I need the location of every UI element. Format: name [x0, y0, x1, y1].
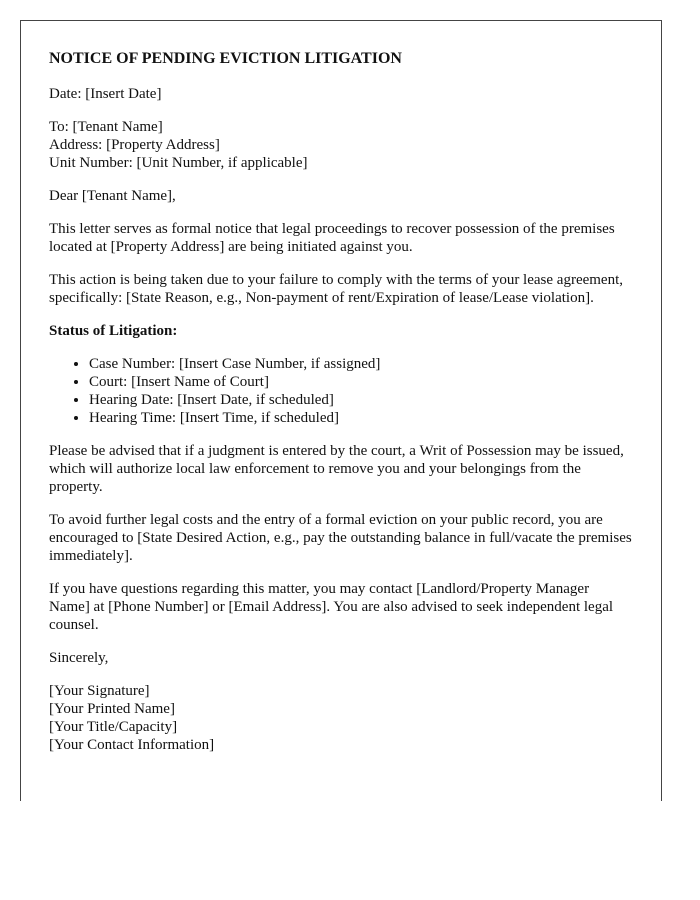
- intro-paragraph: This letter serves as formal notice that legal proceedings to recover possession of the premises located at [Property Address] are being initiated against you.: [49, 221, 615, 255]
- recipient-address: Address: [Property Address]: [49, 137, 220, 153]
- contact-information: [Your Contact Information]: [49, 737, 215, 753]
- recipient-unit: Unit Number: [Unit Number, if applicable]: [49, 155, 308, 171]
- list-item: • Hearing Time: [Insert Time, if scheduled]: [89, 409, 633, 427]
- judgment-paragraph: Please be advised that if a judgment is entered by the court, a Writ of Possession may be issued, which will authorize local law enforcement to remove you and your belongings from the property.: [49, 443, 624, 495]
- status-list: [49, 355, 633, 427]
- signature-line: [Your Signature]: [49, 683, 150, 699]
- list-item: • Case Number: [Insert Case Number, if assigned]: [89, 355, 633, 373]
- contact-paragraph: If you have questions regarding this matter, you may contact [Landlord/Property Manager Name] at [Phone Number] or [Email Address]. You are also advised to seek independent legal counsel.: [49, 581, 614, 633]
- list-item: • Hearing Date: [Insert Date, if scheduled]: [89, 391, 633, 409]
- salutation: Dear [Tenant Name],: [49, 188, 176, 204]
- printed-name: [Your Printed Name]: [49, 701, 175, 717]
- recipient-to: To: [Tenant Name]: [49, 119, 163, 135]
- list-item: • Court: [Insert Name of Court]: [89, 373, 633, 391]
- reason-paragraph: This action is being taken due to your failure to comply with the terms of your lease agreement, specifically: [State Reason, e.g., Non-payment of rent/Expiration of lease/Lease violation].: [49, 272, 623, 306]
- signature-block: [49, 682, 633, 754]
- recipient-block: [49, 118, 633, 172]
- date-line: Date: [Insert Date]: [49, 86, 162, 102]
- signoff: Sincerely,: [49, 650, 109, 666]
- title-capacity: [Your Title/Capacity]: [49, 719, 178, 735]
- letter-document: [20, 20, 662, 801]
- status-heading: Status of Litigation:: [49, 323, 178, 339]
- document-title: NOTICE OF PENDING EVICTION LITIGATION: [49, 50, 402, 67]
- avoid-paragraph: To avoid further legal costs and the entry of a formal eviction on your public record, you are encouraged to [State Desired Action, e.g., pay the outstanding balance in full/vacate the premises immediately].: [49, 512, 632, 564]
